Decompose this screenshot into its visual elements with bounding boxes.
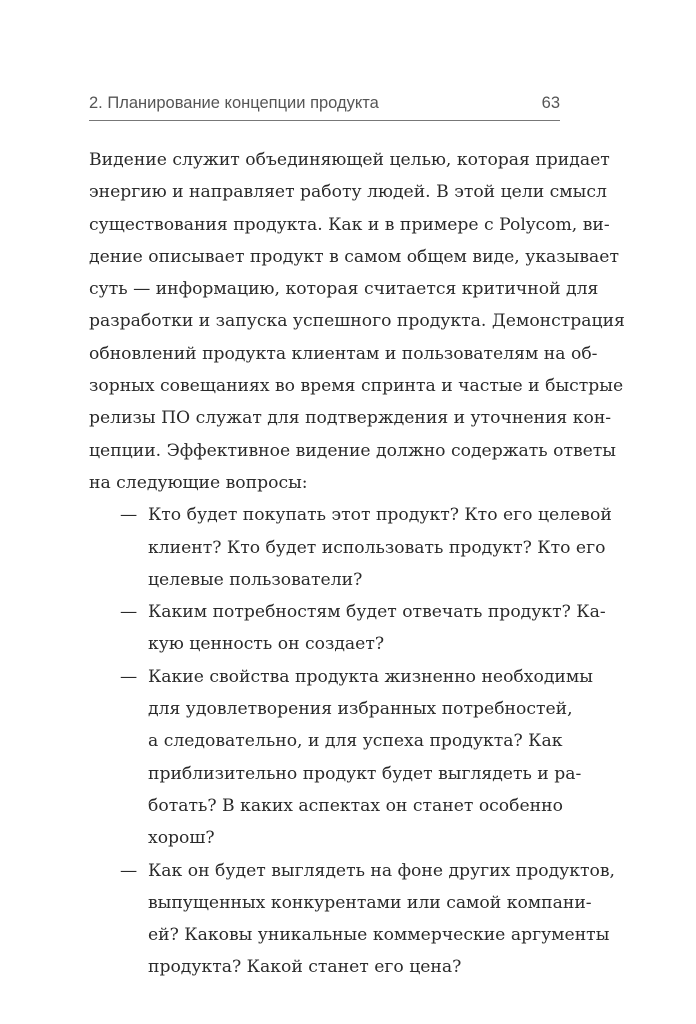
em-dash-bullet: — — [120, 602, 138, 623]
list-item-line: приблизительно продукт будет выглядеть и ра- — [148, 763, 582, 784]
paragraph-line: энергию и направляет работу людей. В этой цели смысл — [89, 182, 607, 203]
list-item-line: клиент? Кто будет использовать продукт? Кто его — [148, 537, 606, 558]
list-item-line: выпущенных конкурентами или самой компани- — [148, 892, 592, 913]
list-item-line: для удовлетворения избранных потребностей, — [148, 699, 573, 720]
paragraph-line: дение описывает продукт в самом общем виде, указывает — [89, 246, 619, 267]
list-item — [89, 855, 616, 984]
em-dash-bullet: — — [120, 505, 138, 526]
paragraph-line: зорных совещаниях во время спринта и частые и быстрые — [89, 376, 624, 397]
em-dash-bullet: — — [120, 666, 138, 687]
question-list — [89, 499, 616, 983]
running-header — [89, 92, 560, 121]
paragraph-line: на следующие вопросы: — [89, 472, 308, 493]
list-item-line: ей? Каковы уникальные коммерческие аргументы — [148, 925, 610, 946]
paragraph-line: обновлений продукта клиентам и пользователям на об- — [89, 343, 598, 364]
list-item-line: целевые пользователи? — [148, 569, 363, 590]
list-item — [89, 499, 612, 596]
page-number: 63 — [541, 94, 560, 112]
list-item-line: а следовательно, и для успеха продукта? Как — [148, 731, 563, 752]
chapter-title: 2. Планирование концепции продукта — [89, 94, 379, 112]
paragraph-line: разработки и запуска успешного продукта. Демонстрация — [89, 311, 625, 332]
paragraph-line: релизы ПО служат для подтверждения и уточнения кон- — [89, 408, 612, 429]
page-body — [89, 144, 625, 984]
list-item-line: Какие свойства продукта жизненно необходимы — [148, 666, 593, 687]
list-item-line: продукта? Какой станет его цена? — [148, 957, 462, 978]
list-item-line: кую ценность он создает? — [148, 634, 385, 655]
list-item — [89, 596, 606, 661]
paragraph-line: Видение служит объединяющей целью, которая придает — [89, 150, 610, 170]
list-item-line: Как он будет выглядеть на фоне других продуктов, — [148, 860, 616, 881]
list-item-line: хорош? — [148, 828, 215, 849]
paragraph-line: цепции. Эффективное видение должно содержать ответы — [89, 440, 616, 461]
list-item — [89, 661, 593, 855]
body-paragraph — [89, 144, 625, 499]
list-item-line: Каким потребностям будет отвечать продукт? Ка- — [148, 602, 606, 623]
em-dash-bullet: — — [120, 860, 138, 881]
paragraph-line: суть — информацию, которая считается критичной для — [89, 279, 599, 300]
list-item-line: Кто будет покупать этот продукт? Кто его целевой — [148, 505, 612, 526]
paragraph-line: существования продукта. Как и в примере с Polycom, ви- — [89, 214, 610, 235]
list-item-line: ботать? В каких аспектах он станет особенно — [148, 795, 563, 816]
